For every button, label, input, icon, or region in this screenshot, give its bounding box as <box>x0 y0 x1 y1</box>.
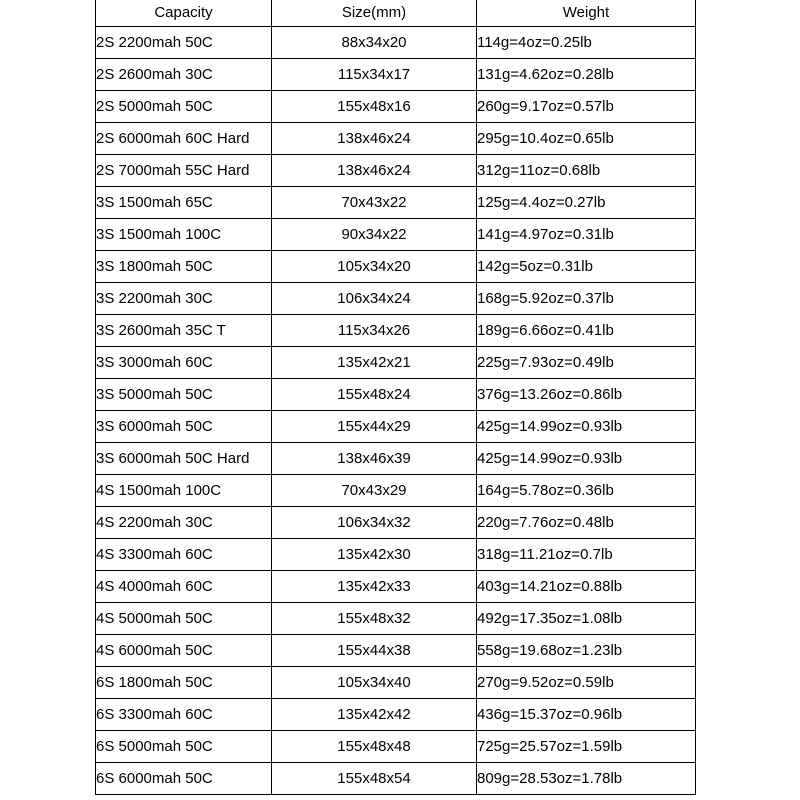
capacity-cell: 2S 5000mah 50C <box>96 91 272 123</box>
size-cell: 105x34x20 <box>272 251 477 283</box>
capacity-cell: 2S 7000mah 55C Hard <box>96 155 272 187</box>
capacity-cell: 6S 6000mah 50C <box>96 763 272 795</box>
table-row <box>96 731 696 763</box>
weight-cell: 189g=6.66oz=0.41lb <box>477 315 696 347</box>
size-cell: 90x34x22 <box>272 219 477 251</box>
table-row <box>96 699 696 731</box>
weight-cell: 295g=10.4oz=0.65lb <box>477 123 696 155</box>
weight-cell: 403g=14.21oz=0.88lb <box>477 571 696 603</box>
table-row <box>96 475 696 507</box>
table-row <box>96 603 696 635</box>
table-row <box>96 347 696 379</box>
weight-cell: 125g=4.4oz=0.27lb <box>477 187 696 219</box>
capacity-cell: 3S 5000mah 50C <box>96 379 272 411</box>
capacity-cell: 3S 2200mah 30C <box>96 283 272 315</box>
table-row <box>96 667 696 699</box>
weight-cell: 164g=5.78oz=0.36lb <box>477 475 696 507</box>
size-cell: 138x46x24 <box>272 155 477 187</box>
table-row <box>96 251 696 283</box>
capacity-cell: 2S 6000mah 60C Hard <box>96 123 272 155</box>
table-row <box>96 507 696 539</box>
capacity-cell: 4S 6000mah 50C <box>96 635 272 667</box>
capacity-cell: 3S 3000mah 60C <box>96 347 272 379</box>
weight-cell: 270g=9.52oz=0.59lb <box>477 667 696 699</box>
size-cell: 105x34x40 <box>272 667 477 699</box>
table-row <box>96 571 696 603</box>
size-cell: 106x34x32 <box>272 507 477 539</box>
weight-cell: 220g=7.76oz=0.48lb <box>477 507 696 539</box>
header-row <box>96 0 696 27</box>
table-row <box>96 539 696 571</box>
weight-cell: 131g=4.62oz=0.28lb <box>477 59 696 91</box>
capacity-cell: 6S 3300mah 60C <box>96 699 272 731</box>
table-body <box>96 27 696 795</box>
weight-cell: 141g=4.97oz=0.31lb <box>477 219 696 251</box>
capacity-cell: 4S 4000mah 60C <box>96 571 272 603</box>
size-cell: 135x42x21 <box>272 347 477 379</box>
size-cell: 155x48x48 <box>272 731 477 763</box>
weight-cell: 809g=28.53oz=1.78lb <box>477 763 696 795</box>
table-row <box>96 27 696 59</box>
size-cell: 135x42x30 <box>272 539 477 571</box>
table-row <box>96 155 696 187</box>
table-row <box>96 763 696 795</box>
weight-cell: 436g=15.37oz=0.96lb <box>477 699 696 731</box>
capacity-cell: 4S 2200mah 30C <box>96 507 272 539</box>
weight-cell: 425g=14.99oz=0.93lb <box>477 443 696 475</box>
size-cell: 88x34x20 <box>272 27 477 59</box>
table-row <box>96 91 696 123</box>
size-cell: 138x46x24 <box>272 123 477 155</box>
table-row <box>96 283 696 315</box>
capacity-cell: 3S 2600mah 35C T <box>96 315 272 347</box>
capacity-cell: 2S 2600mah 30C <box>96 59 272 91</box>
table-row <box>96 379 696 411</box>
capacity-cell: 6S 5000mah 50C <box>96 731 272 763</box>
table-row <box>96 59 696 91</box>
size-cell: 115x34x17 <box>272 59 477 91</box>
weight-cell: 168g=5.92oz=0.37lb <box>477 283 696 315</box>
table-row <box>96 219 696 251</box>
size-cell: 155x48x54 <box>272 763 477 795</box>
table-row <box>96 635 696 667</box>
weight-cell: 260g=9.17oz=0.57lb <box>477 91 696 123</box>
table-row <box>96 187 696 219</box>
size-cell: 70x43x22 <box>272 187 477 219</box>
weight-cell: 114g=4oz=0.25lb <box>477 27 696 59</box>
size-cell: 106x34x24 <box>272 283 477 315</box>
size-cell: 155x44x38 <box>272 635 477 667</box>
capacity-cell: 6S 1800mah 50C <box>96 667 272 699</box>
weight-cell: 142g=5oz=0.31lb <box>477 251 696 283</box>
size-cell: 155x48x16 <box>272 91 477 123</box>
size-cell: 135x42x33 <box>272 571 477 603</box>
capacity-cell: 3S 6000mah 50C <box>96 411 272 443</box>
capacity-cell: 4S 5000mah 50C <box>96 603 272 635</box>
size-cell: 138x46x39 <box>272 443 477 475</box>
weight-cell: 318g=11.21oz=0.7lb <box>477 539 696 571</box>
capacity-cell: 4S 3300mah 60C <box>96 539 272 571</box>
capacity-cell: 3S 6000mah 50C Hard <box>96 443 272 475</box>
capacity-cell: 3S 1500mah 100C <box>96 219 272 251</box>
size-cell: 115x34x26 <box>272 315 477 347</box>
weight-cell: 725g=25.57oz=1.59lb <box>477 731 696 763</box>
size-cell: 135x42x42 <box>272 699 477 731</box>
capacity-cell: 2S 2200mah 50C <box>96 27 272 59</box>
table-row <box>96 443 696 475</box>
capacity-cell: 4S 1500mah 100C <box>96 475 272 507</box>
column-header-weight: Weight <box>477 0 696 27</box>
table-row <box>96 411 696 443</box>
weight-cell: 225g=7.93oz=0.49lb <box>477 347 696 379</box>
size-cell: 70x43x29 <box>272 475 477 507</box>
weight-cell: 492g=17.35oz=1.08lb <box>477 603 696 635</box>
weight-cell: 558g=19.68oz=1.23lb <box>477 635 696 667</box>
capacity-cell: 3S 1800mah 50C <box>96 251 272 283</box>
column-header-capacity: Capacity <box>96 0 272 27</box>
size-cell: 155x44x29 <box>272 411 477 443</box>
size-cell: 155x48x24 <box>272 379 477 411</box>
column-header-size: Size(mm) <box>272 0 477 27</box>
weight-cell: 425g=14.99oz=0.93lb <box>477 411 696 443</box>
weight-cell: 312g=11oz=0.68lb <box>477 155 696 187</box>
table-row <box>96 123 696 155</box>
battery-spec-table <box>95 0 696 795</box>
capacity-cell: 3S 1500mah 65C <box>96 187 272 219</box>
table-row <box>96 315 696 347</box>
size-cell: 155x48x32 <box>272 603 477 635</box>
weight-cell: 376g=13.26oz=0.86lb <box>477 379 696 411</box>
